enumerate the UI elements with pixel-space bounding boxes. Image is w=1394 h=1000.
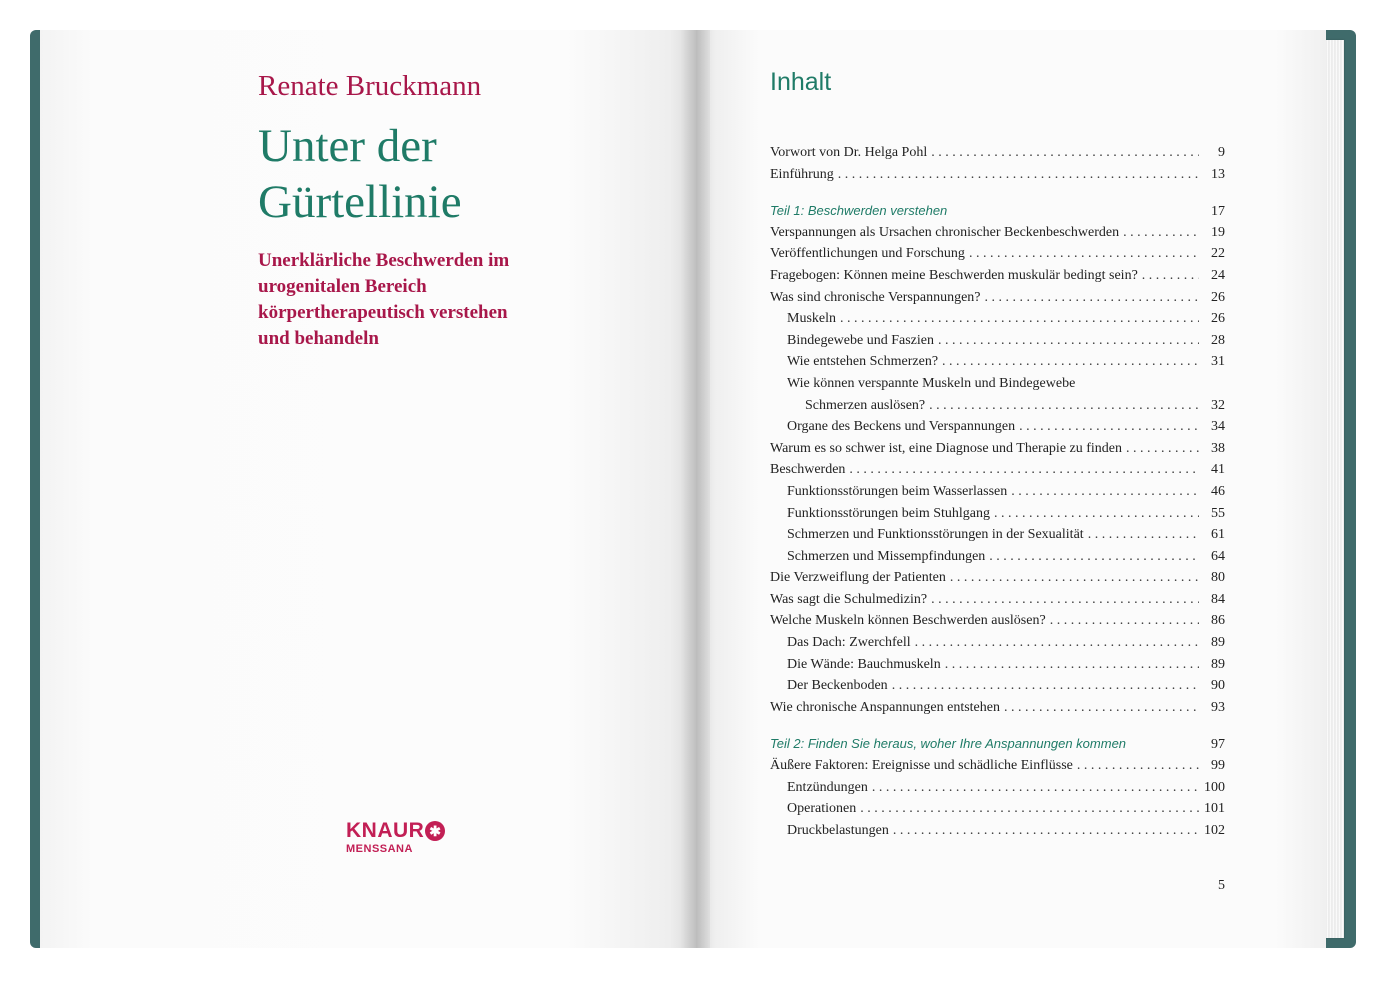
spine-gutter xyxy=(680,30,710,948)
toc-entry: Operationen . . . 101 xyxy=(770,801,1225,823)
toc-part-heading: Teil 1: Beschwerden verstehen 17 xyxy=(770,203,1225,220)
subtitle-line: urogenitalen Bereich xyxy=(258,276,427,297)
book-title xyxy=(258,118,462,230)
toc-entry: Was sind chronische Verspannungen? . . . 26 xyxy=(770,290,1225,312)
page-number: 5 xyxy=(1218,878,1225,893)
toc-entry: Entzündungen . . . 100 xyxy=(770,780,1225,802)
toc-entry: Funktionsstörungen beim Wasserlassen . . . 46 xyxy=(770,484,1225,506)
toc-entry: Einführung . . . 13 xyxy=(770,167,1225,189)
toc-entry: Beschwerden . . . 41 xyxy=(770,462,1225,484)
toc-entry: Bindegewebe und Faszien . . . 28 xyxy=(770,333,1225,355)
toc-entry: Welche Muskeln können Beschwerden auslösen? . . . 86 xyxy=(770,613,1225,635)
toc-entry: Organe des Beckens und Verspannungen . . . 34 xyxy=(770,419,1225,441)
toc-entry: Veröffentlichungen und Forschung . . . 22 xyxy=(770,246,1225,268)
toc-entry: Das Dach: Zwerchfell . . . 89 xyxy=(770,635,1225,657)
book-subtitle xyxy=(258,248,509,352)
publisher-imprint: MENSSANA xyxy=(346,843,413,855)
toc-entry: Verspannungen als Ursachen chronischer Beckenbeschwerden . . . 19 xyxy=(770,225,1225,247)
toc-entry: Was sagt die Schulmedizin? . . . 84 xyxy=(770,592,1225,614)
subtitle-line: und behandeln xyxy=(258,328,379,349)
subtitle-line: körpertherapeutisch verstehen xyxy=(258,302,508,323)
toc-entry: Fragebogen: Können meine Beschwerden muskulär bedingt sein? . . . 24 xyxy=(770,268,1225,290)
toc-entry: Wie chronische Anspannungen entstehen . . . 93 xyxy=(770,700,1225,722)
title-line: Gürtellinie xyxy=(258,176,462,228)
publisher-logo xyxy=(346,819,445,855)
table-of-contents xyxy=(770,145,1225,844)
toc-entry: Schmerzen auslösen? . . . 32 xyxy=(770,398,1225,420)
toc-entry: Vorwort von Dr. Helga Pohl . . . 9 xyxy=(770,145,1225,167)
toc-entry: Schmerzen und Funktionsstörungen in der Sexualität . . . 61 xyxy=(770,527,1225,549)
toc-entry: Funktionsstörungen beim Stuhlgang . . . 55 xyxy=(770,506,1225,528)
toc-entry: Der Beckenboden . . . 90 xyxy=(770,678,1225,700)
author-name: Renate Bruckmann xyxy=(258,70,482,102)
toc-part-heading: Teil 2: Finden Sie heraus, woher Ihre Anspannungen kommen 97 xyxy=(770,736,1225,753)
toc-heading: Inhalt xyxy=(770,68,832,96)
toc-entry: Die Verzweiflung der Patienten . . . 80 xyxy=(770,570,1225,592)
toc-entry: Wie entstehen Schmerzen? . . . 31 xyxy=(770,354,1225,376)
toc-entry: Äußere Faktoren: Ereignisse und schädliche Einflüsse . . . 99 xyxy=(770,758,1225,780)
star-circle-icon: ✱ xyxy=(425,821,445,841)
toc-entry: Wie können verspannte Muskeln und Bindegewebe xyxy=(787,375,1076,391)
toc-entry: Die Wände: Bauchmuskeln . . . 89 xyxy=(770,657,1225,679)
toc-entry: Muskeln . . . 26 xyxy=(770,311,1225,333)
title-line: Unter der xyxy=(258,120,437,172)
toc-entry: Warum es so schwer ist, eine Diagnose und Therapie zu finden . . . 38 xyxy=(770,441,1225,463)
publisher-name: KNAUR xyxy=(346,819,425,842)
toc-entry: Schmerzen und Missempfindungen . . . 64 xyxy=(770,549,1225,571)
subtitle-line: Unerklärliche Beschwerden im xyxy=(258,250,510,271)
toc-entry: Druckbelastungen . . . 102 xyxy=(770,823,1225,845)
